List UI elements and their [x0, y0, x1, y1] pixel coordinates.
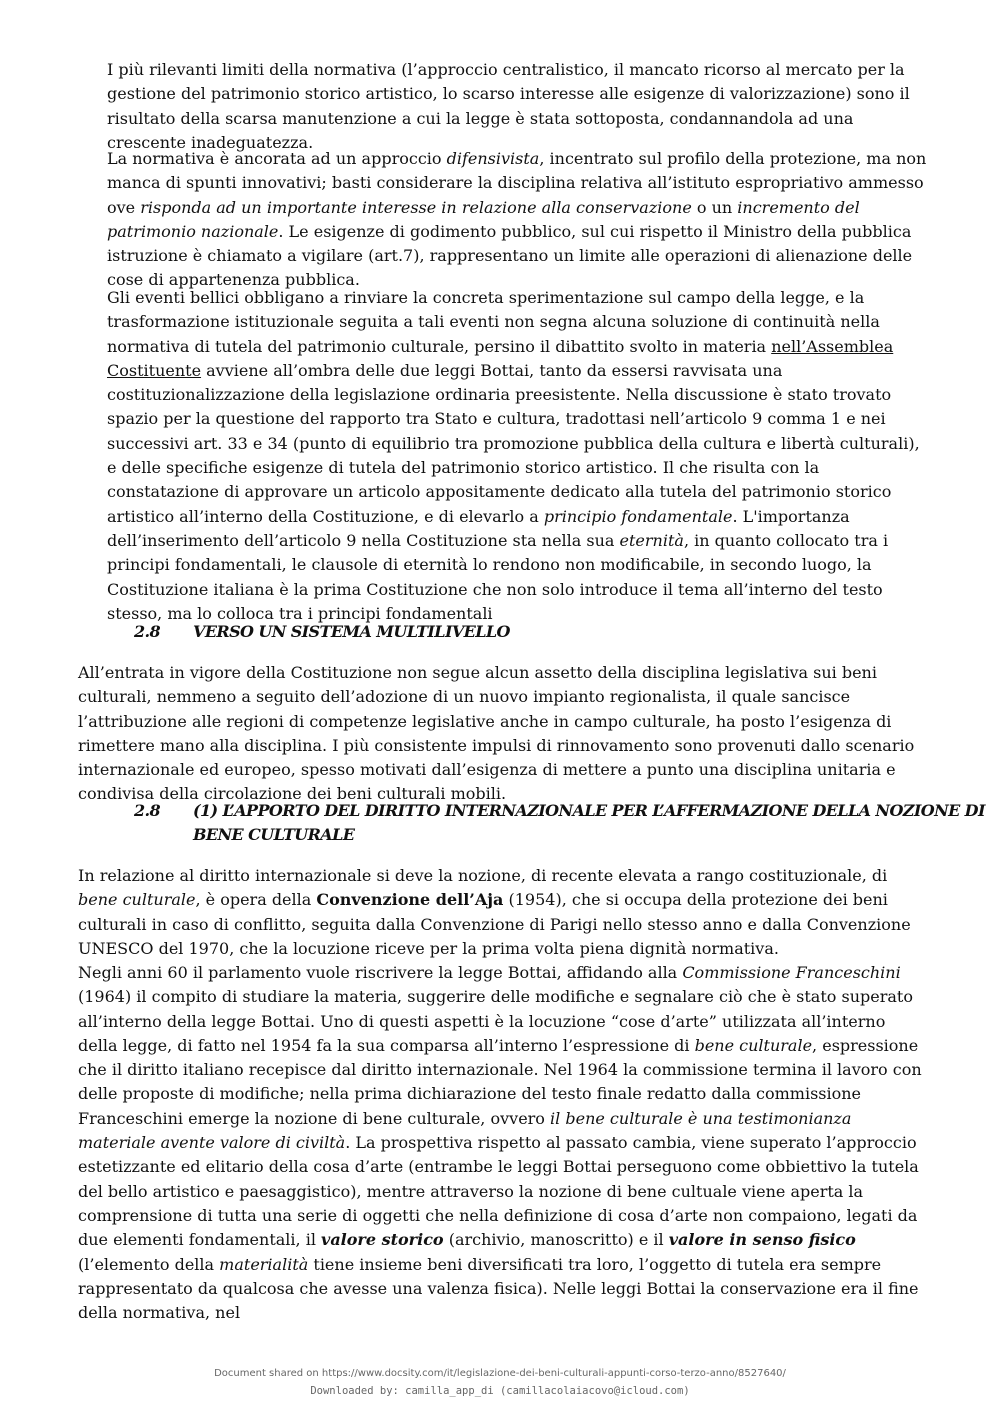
text-run: valore in senso fisico	[668, 1230, 856, 1250]
text-run: valore storico	[321, 1230, 444, 1250]
text-run: bene culturale	[78, 890, 196, 910]
text-run: eternità	[619, 530, 684, 550]
paragraph-commissione-franceschini	[78, 961, 928, 1325]
paragraph-entrata-in-vigore	[78, 661, 928, 807]
text-run: il bene culturale è una testimonianza materiale avente valore di civiltà	[78, 1108, 852, 1153]
text-run: avviene all’ombra delle due leggi Bottai, tanto da essersi ravvisata una costituzionalizzazione della legislazione ordinaria preesistente. Nella discussione è stato trovato spazio per la questione del rapporto tra Stato e cultura, tradottasi nell’articolo 9 comma 1 e nei successivi art. 33 e 34 (punto di equilibrio tra promozione pubblica della cultura e libertà culturali), e delle specifiche esigenze di tutela del patrimonio storico artistico. Il che risulta con la constatazione di approvare un articolo appositamente dedicato alla tutela del patrimonio storico artistico all’interno della Costituzione, e di elevarlo a	[107, 360, 920, 526]
text-run: , espressione che il diritto italiano recepisce dal diritto internazionale. Nel 1964 la commissione termina il lavoro con delle proposte di modifiche; nella prima dichiarazione del testo finale redatto dalla commissione Franceschini emerge la nozione di bene culturale, ovvero	[78, 1035, 922, 1128]
footer-shared-url[interactable]: Document shared on https://www.docsity.com/it/legislazione-dei-beni-culturali-appunti-corso-terzo-anno/8527640/	[214, 1368, 786, 1379]
text-run: (l’elemento della	[78, 1254, 220, 1274]
text-run: , in quanto collocato tra i principi fondamentali, le clausole di eternità lo rendono non modificabile, in secondo luogo, la Costituzione italiana è la prima Costituzione che non solo introduce il tema all’interno del testo stesso, ma lo colloca tra i principi fondamentali	[107, 530, 889, 623]
text-run: (archivio, manoscritto) e il	[443, 1230, 669, 1250]
paragraph-limiti-normativa	[107, 58, 927, 155]
text-run: tiene insieme beni diversificati tra loro, l’oggetto di tutela era sempre rappresentato da qualcosa che avesse una valenza fisica). Nelle leggi Bottai la conservazione era il fine della normativa, nel	[78, 1254, 919, 1323]
text-run: (1964) il compito di studiare la materia, suggerire delle modifiche e segnalare ciò che è stato superato all’interno della legge Bottai. Uno di questi aspetti è la locuzione “cose d’arte” utilizzata all’interno della legge, di fatto nel 1954 fa la sua comparsa all’interno l’espressione di	[78, 987, 913, 1055]
text-run: bene culturale	[694, 1035, 813, 1055]
text-run: difensivista	[446, 149, 540, 168]
text-run: . L'importanza dell’inserimento dell’articolo 9 nella Costituzione sta nella sua	[107, 506, 850, 550]
text-run: . Le esigenze di godimento pubblico, sul cui rispetto il Ministro della pubblica istruzione è chiamato a vigilare (art.7), rappresentano un limite alle operazioni di alienazione delle cose di appartenenza pubblica.	[107, 221, 913, 290]
section-title: VERSO UN SISTEMA MULTILIVELLO	[193, 622, 510, 641]
text-run: incremento del patrimonio nazionale	[107, 197, 860, 241]
text-run: . La prospettiva rispetto al passato cambia, viene superato l’approccio estetizzante ed elitario della cosa d’arte (entrambe le leggi Bottai perseguono come obbiettivo la tutela del bello artistico e paesaggistico), mentre attraverso la nozione di bene cultuale viene aperta la comprensione di tutta una serie di oggetti che nella definizione di cosa d’arte non compaiono, legati da due elementi fondamentali, il	[78, 1133, 919, 1250]
text-run: Convenzione dell’Aja	[316, 890, 504, 910]
text-run: Commissione Franceschini	[682, 963, 901, 982]
text-run: materialità	[219, 1254, 309, 1274]
text-run: In relazione al diritto internazionale si deve la nozione, di recente elevata a rango costituzionale, di	[78, 866, 888, 885]
text-run: Negli anni 60 il parlamento vuole riscrivere la legge Bottai, affidando alla	[78, 963, 683, 982]
section-number: 2.8	[134, 622, 161, 641]
text-run: (1954), che si occupa della protezione dei beni culturali in caso di conflitto, seguita dalla Convenzione di Parigi nello stesso anno e dalla Convenzione UNESCO del 1970, che la locuzione riceve per la prima volta piena dignità normativa.	[78, 890, 911, 958]
text-run: risponda ad un importante interesse in relazione alla conservazione	[140, 197, 692, 217]
text-run: I più rilevanti limiti della normativa (l’approccio centralistico, il mancato ricorso al mercato per la gestione del patrimonio storico artistico, lo scarso interesse alle esigenze di valorizzazione) sono il risultato della scarsa manutenzione a cui la legge è stata sottoposta, condannandola ad una crescente inadeguatezza.	[107, 60, 910, 152]
section-title-line-2: BENE CULTURALE	[193, 825, 355, 844]
text-run: All’entrata in vigore della Costituzione non segue alcun assetto della disciplina legislativa sui beni culturali, nemmeno a seguito dell’adozione di un nuovo impianto regionalista, il quale sancisce l’attribuzione alle regioni di competenze legislative anche in campo culturale, ha posto l’esigenza di rimettere mano alla disciplina. I più consistente impulsi di rinnovamento sono provenuti dallo scenario internazionale ed europeo, spesso motivati dall’esigenza di mettere a punto una disciplina unitaria e condivisa della circolazione dei beni culturali mobili.	[78, 663, 915, 804]
text-run: Gli eventi bellici obbligano a rinviare la concreta sperimentazione sul campo della legge, e la trasformazione istituzionale seguita a tali eventi non segna alcuna soluzione di continuità nella normativa di tutela del patrimonio culturale, persino il dibattito svolto in materia	[107, 288, 880, 356]
section-number: 2.8	[134, 801, 161, 820]
paragraph-eventi-bellici	[107, 286, 927, 626]
text-run: La normativa è ancorata ad un approccio	[107, 149, 447, 168]
section-title-line-1: (1) L’APPORTO DEL DIRITTO INTERNAZIONALE PER L’AFFERMAZIONE DELLA NOZIONE DI	[193, 801, 985, 820]
paragraph-diritto-internazionale	[78, 864, 928, 961]
text-run: , incentrato sul profilo della protezione, ma non manca di spunti innovativi; basti considerare la disciplina relativa all’istituto espropriativo ammesso ove	[107, 149, 927, 217]
paragraph-approccio-difensivista	[107, 147, 927, 293]
text-run: principio fondamentale	[543, 506, 733, 526]
text-run: o un	[691, 197, 738, 217]
text-run: nell’Assemblea Costituente	[107, 336, 894, 380]
footer-downloaded-by: Downloaded by: camilla_app_di (camillacolaiacovo@icloud.com)	[310, 1385, 690, 1397]
text-run: , è opera della	[195, 890, 317, 910]
